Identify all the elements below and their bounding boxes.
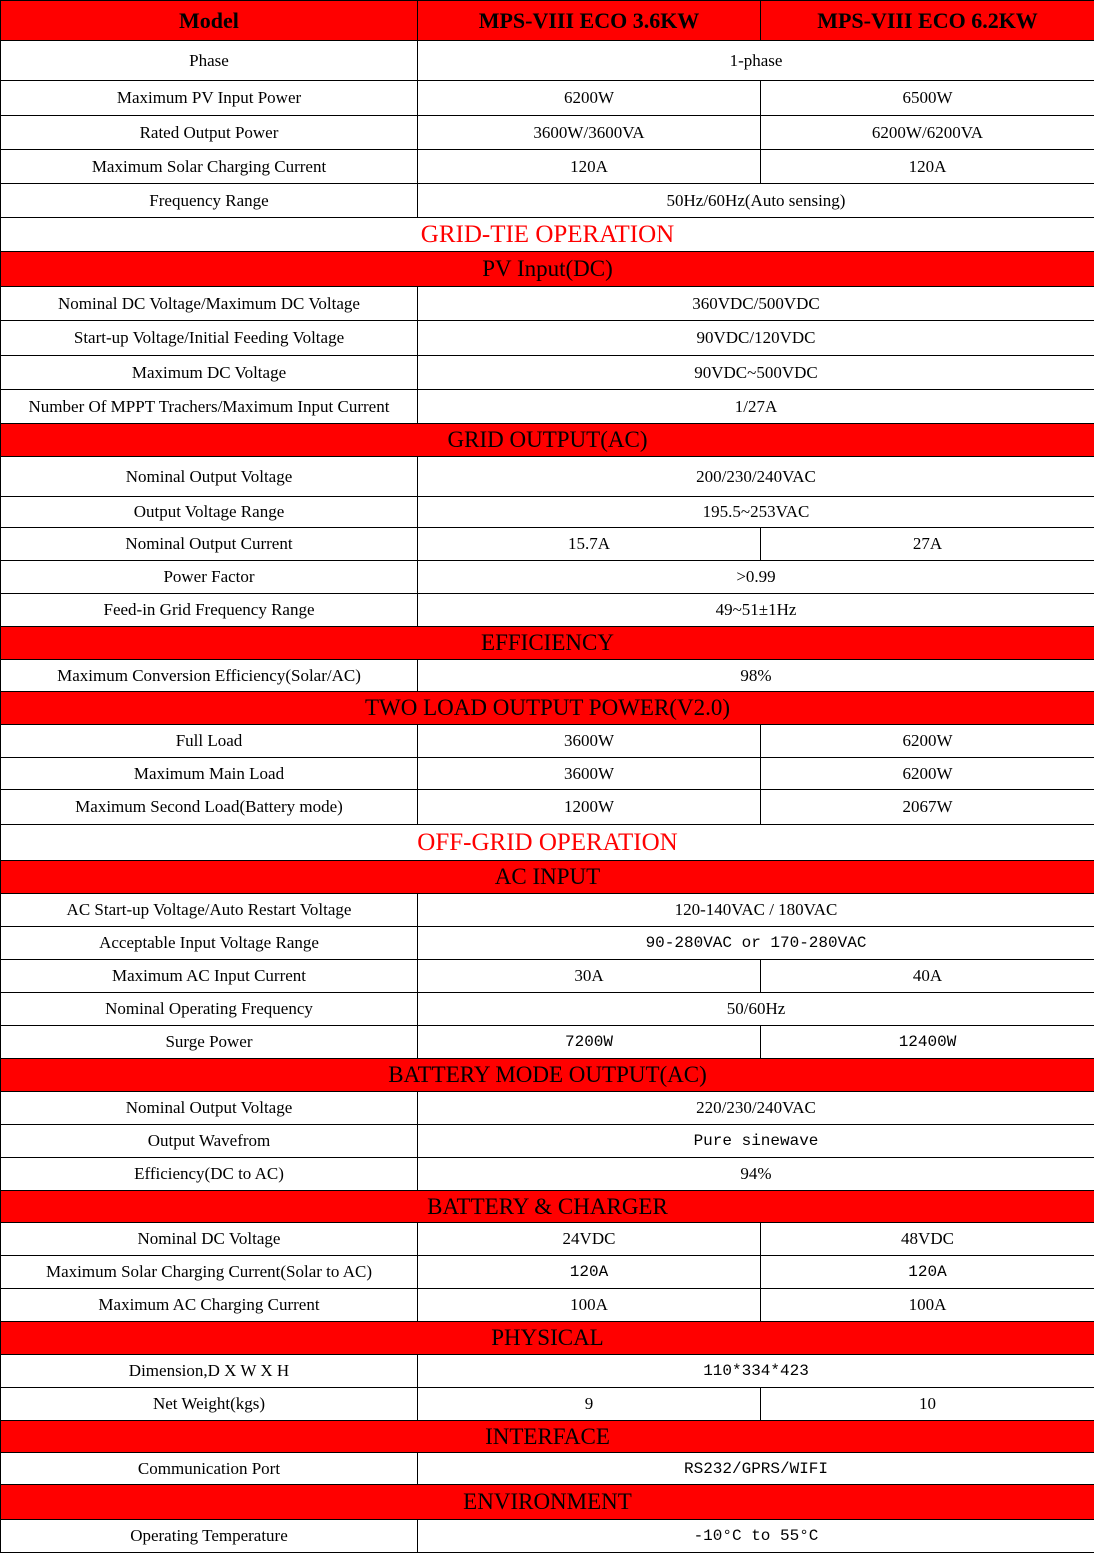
spec-value-shared: RS232/GPRS/WIFI (418, 1453, 1094, 1485)
spec-value-shared: 1-phase (418, 41, 1094, 81)
section-header: PV Input(DC) (1, 252, 1094, 287)
spec-value-model-2: 120A (761, 1256, 1094, 1289)
spec-label: Maximum PV Input Power (1, 81, 418, 116)
spec-value-shared: 360VDC/500VDC (418, 287, 1094, 321)
spec-row (1, 457, 1094, 497)
spec-value-model-1: 6200W (418, 81, 761, 116)
spec-label: Surge Power (1, 1026, 418, 1059)
spec-label: Maximum Solar Charging Current(Solar to AC) (1, 1256, 418, 1289)
spec-value-shared: 50/60Hz (418, 993, 1094, 1026)
section-header: TWO LOAD OUTPUT POWER(V2.0) (1, 692, 1094, 725)
spec-row (1, 594, 1094, 627)
spec-value-shared: 220/230/240VAC (418, 1092, 1094, 1125)
spec-row (1, 497, 1094, 528)
spec-value-shared: Pure sinewave (418, 1125, 1094, 1158)
spec-value-shared: 120-140VAC / 180VAC (418, 894, 1094, 927)
spec-value-model-2: 6200W (761, 725, 1094, 758)
section-header-row (1, 1059, 1094, 1092)
spec-value-shared: >0.99 (418, 561, 1094, 594)
spec-label: Acceptable Input Voltage Range (1, 927, 418, 960)
spec-value-model-2: 120A (761, 150, 1094, 184)
spec-value-shared: 110*334*423 (418, 1355, 1094, 1388)
spec-label: Nominal Output Voltage (1, 457, 418, 497)
spec-value-model-2: 2067W (761, 790, 1094, 825)
section-header: INTERFACE (1, 1421, 1094, 1453)
spec-label: Communication Port (1, 1453, 418, 1485)
spec-table-body (1, 1, 1094, 1553)
spec-label: Nominal Operating Frequency (1, 993, 418, 1026)
spec-value-shared: 90-280VAC or 170-280VAC (418, 927, 1094, 960)
operation-title: OFF-GRID OPERATION (1, 825, 1094, 861)
spec-label: Maximum AC Charging Current (1, 1289, 418, 1322)
spec-row (1, 561, 1094, 594)
spec-value-model-1: 3600W/3600VA (418, 116, 761, 150)
spec-label: AC Start-up Voltage/Auto Restart Voltage (1, 894, 418, 927)
section-header: GRID OUTPUT(AC) (1, 424, 1094, 457)
spec-value-model-1: 9 (418, 1388, 761, 1421)
spec-row (1, 1453, 1094, 1485)
spec-row (1, 356, 1094, 390)
spec-row (1, 993, 1094, 1026)
spec-value-shared: 90VDC~500VDC (418, 356, 1094, 390)
section-header: BATTERY & CHARGER (1, 1191, 1094, 1223)
spec-row (1, 1158, 1094, 1191)
spec-row (1, 1289, 1094, 1322)
section-header-row (1, 1191, 1094, 1223)
spec-value-model-1: 30A (418, 960, 761, 993)
section-header: ENVIRONMENT (1, 1485, 1094, 1520)
spec-label: Feed-in Grid Frequency Range (1, 594, 418, 627)
spec-label: Operating Temperature (1, 1520, 418, 1553)
spec-row (1, 758, 1094, 790)
spec-row (1, 1388, 1094, 1421)
section-header-row (1, 1322, 1094, 1355)
spec-value-model-2: 12400W (761, 1026, 1094, 1059)
spec-label: Number Of MPPT Trachers/Maximum Input Current (1, 390, 418, 424)
spec-row (1, 1256, 1094, 1289)
spec-row (1, 321, 1094, 356)
operation-title-row (1, 825, 1094, 861)
spec-row (1, 1355, 1094, 1388)
spec-value-model-1: 3600W (418, 725, 761, 758)
spec-label: Dimension,D X W X H (1, 1355, 418, 1388)
spec-label: Rated Output Power (1, 116, 418, 150)
spec-row (1, 390, 1094, 424)
spec-value-model-1: 15.7A (418, 528, 761, 561)
spec-label: Nominal Output Voltage (1, 1092, 418, 1125)
spec-value-shared: 90VDC/120VDC (418, 321, 1094, 356)
spec-value-model-1: 100A (418, 1289, 761, 1322)
spec-label: Full Load (1, 725, 418, 758)
spec-row (1, 287, 1094, 321)
spec-label: Maximum Main Load (1, 758, 418, 790)
section-header-row (1, 252, 1094, 287)
spec-value-shared: -10°C to 55°C (418, 1520, 1094, 1553)
spec-row (1, 660, 1094, 692)
header-model-label: Model (1, 1, 418, 41)
spec-row (1, 116, 1094, 150)
spec-value-model-1: 1200W (418, 790, 761, 825)
spec-label: Phase (1, 41, 418, 81)
section-header-row (1, 627, 1094, 660)
spec-value-shared: 49~51±1Hz (418, 594, 1094, 627)
spec-value-model-2: 27A (761, 528, 1094, 561)
operation-title-row (1, 218, 1094, 252)
section-header: PHYSICAL (1, 1322, 1094, 1355)
spec-row (1, 1125, 1094, 1158)
section-header: BATTERY MODE OUTPUT(AC) (1, 1059, 1094, 1092)
spec-value-model-2: 100A (761, 1289, 1094, 1322)
spec-value-model-1: 120A (418, 1256, 761, 1289)
section-header-row (1, 1421, 1094, 1453)
spec-value-model-2: 40A (761, 960, 1094, 993)
spec-label: Output Wavefrom (1, 1125, 418, 1158)
spec-row (1, 1026, 1094, 1059)
spec-label: Nominal DC Voltage/Maximum DC Voltage (1, 287, 418, 321)
spec-row (1, 725, 1094, 758)
spec-row (1, 184, 1094, 218)
spec-value-model-1: 3600W (418, 758, 761, 790)
spec-label: Net Weight(kgs) (1, 1388, 418, 1421)
spec-value-shared: 195.5~253VAC (418, 497, 1094, 528)
spec-row (1, 528, 1094, 561)
spec-row (1, 960, 1094, 993)
spec-row (1, 1520, 1094, 1553)
spec-label: Maximum Solar Charging Current (1, 150, 418, 184)
spec-row (1, 1092, 1094, 1125)
spec-label: Nominal DC Voltage (1, 1223, 418, 1256)
spec-value-shared: 200/230/240VAC (418, 457, 1094, 497)
header-model-1: MPS-VIII ECO 3.6KW (418, 1, 761, 41)
header-model-2: MPS-VIII ECO 6.2KW (761, 1, 1094, 41)
section-header-row (1, 861, 1094, 894)
spec-row (1, 790, 1094, 825)
section-header-row (1, 692, 1094, 725)
spec-value-model-1: 120A (418, 150, 761, 184)
spec-row (1, 1223, 1094, 1256)
spec-value-model-2: 48VDC (761, 1223, 1094, 1256)
spec-label: Maximum Conversion Efficiency(Solar/AC) (1, 660, 418, 692)
spec-value-model-1: 7200W (418, 1026, 761, 1059)
section-header-row (1, 424, 1094, 457)
spec-row (1, 150, 1094, 184)
spec-value-model-1: 24VDC (418, 1223, 761, 1256)
spec-label: Maximum Second Load(Battery mode) (1, 790, 418, 825)
spec-label: Maximum DC Voltage (1, 356, 418, 390)
section-header-row (1, 1485, 1094, 1520)
spec-label: Nominal Output Current (1, 528, 418, 561)
spec-value-model-2: 10 (761, 1388, 1094, 1421)
spec-value-shared: 94% (418, 1158, 1094, 1191)
spec-value-model-2: 6500W (761, 81, 1094, 116)
spec-value-shared: 50Hz/60Hz(Auto sensing) (418, 184, 1094, 218)
spec-row (1, 927, 1094, 960)
spec-label: Output Voltage Range (1, 497, 418, 528)
spec-value-shared: 1/27A (418, 390, 1094, 424)
spec-label: Start-up Voltage/Initial Feeding Voltage (1, 321, 418, 356)
spec-value-shared: 98% (418, 660, 1094, 692)
spec-row (1, 81, 1094, 116)
header-row (1, 1, 1094, 41)
spec-row (1, 894, 1094, 927)
spec-value-model-2: 6200W (761, 758, 1094, 790)
spec-row (1, 41, 1094, 81)
spec-label: Efficiency(DC to AC) (1, 1158, 418, 1191)
section-header: AC INPUT (1, 861, 1094, 894)
spec-value-model-2: 6200W/6200VA (761, 116, 1094, 150)
section-header: EFFICIENCY (1, 627, 1094, 660)
spec-label: Power Factor (1, 561, 418, 594)
spec-label: Maximum AC Input Current (1, 960, 418, 993)
spec-label: Frequency Range (1, 184, 418, 218)
operation-title: GRID-TIE OPERATION (1, 218, 1094, 252)
